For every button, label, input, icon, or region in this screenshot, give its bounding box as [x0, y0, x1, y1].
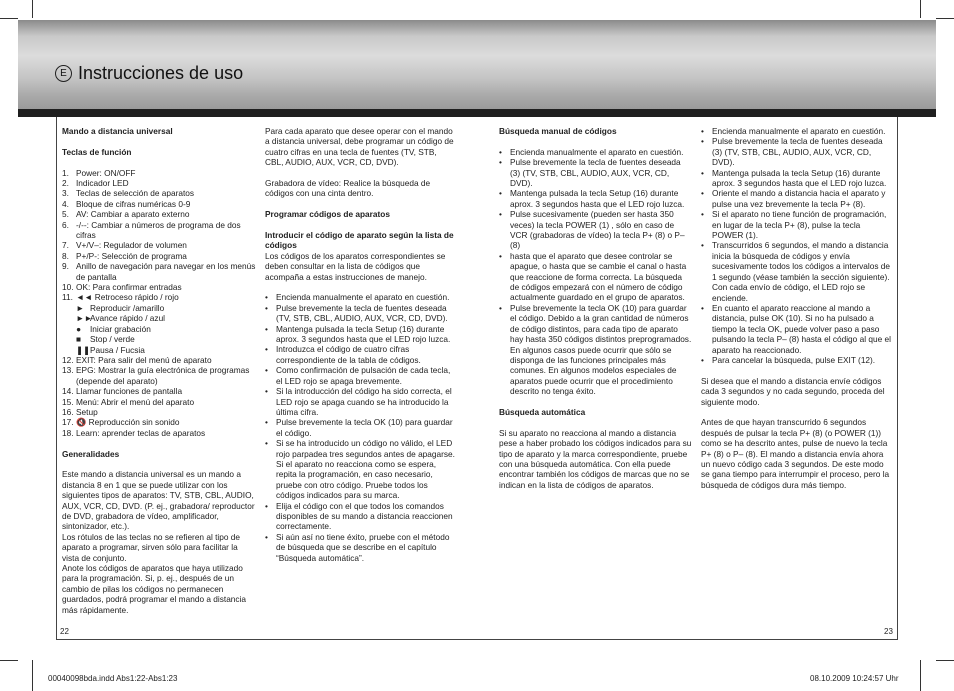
list-item	[62, 407, 256, 417]
item-number: 2.	[62, 178, 69, 188]
item-number: 12.	[62, 354, 74, 365]
item-text: Iniciar grabación	[90, 323, 151, 334]
crop-mark	[0, 18, 18, 19]
bullet-item	[265, 324, 457, 345]
list-item	[62, 355, 256, 365]
item-number: 18.	[62, 427, 74, 438]
item-text: 🔇 Reproducción sin sonido	[76, 417, 180, 428]
bullet-text: Encienda manualmente el aparato en cuestión.	[712, 126, 886, 136]
item-text: V+/V–: Regulador de volumen	[76, 240, 187, 251]
item-text: Power: ON/OFF	[76, 167, 136, 178]
list-item	[62, 261, 256, 282]
header-band	[18, 109, 936, 117]
item-number: 16.	[62, 406, 74, 417]
bullet-icon: •	[265, 292, 268, 303]
bullet-text: Encienda manualmente el aparato en cuestión.	[510, 146, 684, 157]
item-text: EPG: Mostrar la guía electrónica de programas (depende del aparato)	[76, 365, 250, 386]
bullet-icon: •	[265, 386, 268, 397]
item-number: 14.	[62, 386, 74, 397]
item-text: Reproducir /amarillo	[90, 302, 165, 313]
bullet-icon: •	[265, 302, 268, 313]
item-number: 6.	[62, 219, 69, 230]
item-number: 4.	[62, 198, 69, 209]
item-number: 5.	[62, 209, 69, 220]
subsection-heading: Introducir el código de aparato según la lista de códigos	[265, 230, 454, 251]
title-text: Instrucciones de uso	[78, 63, 244, 83]
footer-filename: 00040098bda.indd Abs1:22-Abs1:23	[48, 674, 178, 683]
list-item	[62, 334, 256, 344]
bullet-item	[701, 355, 893, 365]
list-item	[62, 240, 256, 250]
bullet-text: Mantenga pulsada la tecla Setup (16) durante aprox. 3 segundos hasta que el LED rojo luzca.	[712, 167, 887, 189]
bullet-text: Si la introducción del código ha sido correcta, el LED rojo se apaga cuando se ha introducido la última cifra.	[276, 386, 452, 417]
section-heading: Generalidades	[62, 448, 120, 459]
stop-icon: ■	[76, 334, 82, 345]
bullet-item	[499, 209, 693, 251]
bullet-item	[701, 168, 893, 189]
language-badge: E	[55, 65, 72, 82]
crop-mark	[920, 660, 921, 691]
item-text: Avance rápido / azul	[90, 313, 166, 324]
paragraph: Los rótulos de las teclas no se refieren al tipo de aparato a programar, sirven sólo para facilitar la vista de conjunto.	[62, 531, 241, 563]
pause-icon: ❚❚	[76, 344, 90, 355]
item-text: Pausa / Fucsia	[90, 344, 145, 355]
bullet-item	[265, 438, 457, 500]
bullet-list	[265, 292, 457, 563]
bullet-text: Elija el código con el que todos los comandos disponibles de su mando a distancia reaccionen correctamente.	[276, 500, 453, 532]
list-item	[62, 386, 256, 396]
bullet-text: Si aún así no tiene éxito, pruebe con el método de búsqueda que se describe en el capítulo “Búsqueda automática”.	[276, 531, 450, 563]
bullet-item	[265, 417, 457, 438]
bullet-item	[701, 188, 893, 209]
item-number: 1.	[62, 167, 69, 178]
item-text: EXIT: Para salir del menú de aparato	[76, 354, 212, 365]
bullet-icon: •	[265, 531, 268, 542]
item-number: 7.	[62, 240, 69, 251]
bullet-icon: •	[701, 126, 704, 136]
bullet-item	[265, 386, 457, 417]
bullet-text: Encienda manualmente el aparato en cuestión.	[276, 292, 450, 303]
bullet-icon: •	[499, 188, 502, 199]
paragraph: Si desea que el mando a distancia envíe códigos cada 3 segundos y no cada segundo, proceda del siguiente modo.	[701, 375, 885, 407]
item-number: 15.	[62, 396, 74, 407]
page-title	[55, 63, 243, 84]
bullet-item	[701, 240, 893, 302]
bullet-icon: •	[265, 365, 268, 376]
bullet-icon: •	[499, 146, 502, 157]
bullet-text: En cuanto el aparato reaccione al mando a distancia, pulse OK (10). Si no ha pulsado a tiempo la tecla OK, puede volver paso a paso pulsando la tecla P– (8) hasta el código al que el aparato ha reaccionado.	[712, 302, 891, 355]
bullet-text: Mantenga pulsada la tecla Setup (16) durante aprox. 3 segundos hasta que el LED rojo luzca.	[510, 188, 685, 209]
bullet-text: Como confirmación de pulsación de cada tecla, el LED rojo se apaga brevemente.	[276, 365, 451, 386]
bullet-item	[499, 157, 693, 188]
list-item	[62, 324, 256, 334]
list-item	[62, 178, 256, 188]
section-heading: Programar códigos de aparatos	[265, 209, 390, 220]
list-item	[62, 428, 256, 438]
key-list	[62, 168, 256, 293]
bullet-icon: •	[701, 136, 704, 147]
bullet-text: Oriente el mando a distancia hacia el aparato y pulse una vez brevemente la tecla P+ (8).	[712, 188, 886, 209]
column-1	[62, 126, 256, 615]
item-text: Anillo de navegación para navegar en los menús de pantalla	[76, 261, 256, 282]
bullet-text: Pulse brevemente la tecla de fuentes deseada (3) (TV, STB, CBL, AUDIO, AUX, VCR, CD, DVD).	[712, 136, 883, 168]
bullet-text: Si el aparato no tiene función de programación, en lugar de la tecla P+ (8), pulse la tecla POWER (1).	[712, 209, 887, 241]
list-item	[62, 199, 256, 209]
item-text: Menú: Abrir el menú del aparato	[76, 396, 195, 407]
crop-mark	[936, 18, 954, 19]
bullet-icon: •	[499, 209, 502, 220]
section-heading: Búsqueda automática	[499, 406, 586, 417]
list-item	[62, 209, 256, 219]
record-icon: ●	[76, 323, 82, 334]
paragraph: Antes de que hayan transcurrido 6 segundos después de pulsar la tecla P+ (8) (o POWER (1)) como se ha descrito antes, pulse de nuevo la tecla P+ (8) o P– (8). El mando a distancia envía ahora un nuevo código cada 3 segundos. De este modo se gana tiempo para interrumpir el proceso, pero la búsqueda de códigos dura más tiempo.	[701, 417, 890, 490]
list-item	[62, 303, 256, 313]
crop-mark	[920, 0, 921, 18]
bullet-text: Introduzca el código de cuatro cifras correspondiente de la tabla de códigos.	[276, 344, 421, 365]
bullet-icon: •	[701, 188, 704, 199]
item-text: Stop / verde	[90, 334, 135, 345]
crop-mark	[32, 660, 33, 691]
bullet-item	[499, 147, 693, 157]
bullet-icon: •	[265, 500, 268, 511]
crop-mark	[0, 660, 18, 661]
bullet-text: Pulse brevemente la tecla OK (10) para guardar el código. Debido a la gran cantidad de números de código distintos, para cada tipo de aparato hay hasta 350 códigos distintos preprogramados. En algunos casos puede ocurrir que sólo se disponga de las funciones principales más comunes. En algunos modelos especiales de aparatos puede ocurrir que el procedimiento descrito no tenga éxito.	[510, 302, 692, 397]
item-text: Llamar funciones de pantalla	[76, 386, 183, 397]
fast-forward-icon: ►►	[76, 313, 93, 324]
item-number: 3.	[62, 188, 69, 199]
item-number: 10.	[62, 282, 74, 293]
bullet-list	[701, 126, 893, 365]
column-3	[499, 126, 693, 490]
bullet-item	[265, 365, 457, 386]
bullet-text: Pulse brevemente la tecla de fuentes deseada (TV, STB, CBL, AUDIO, AUX, VCR, CD, DVD).	[276, 302, 448, 324]
key-list	[62, 355, 256, 438]
media-key-list	[62, 303, 256, 355]
page-number-left: 22	[60, 627, 69, 636]
bullet-icon: •	[701, 302, 704, 313]
bullet-text: Pulse brevemente la tecla de fuentes deseada (3) (TV, STB, CBL, AUDIO, AUX, VCR, CD, DVD).	[510, 157, 681, 189]
bullet-text: hasta que el aparato que desee controlar se apague, o hasta que se cambie el canal o hasta que reaccione de forma correcta. La búsqueda de códigos empezará con el número de código actualmente guardado en el grupo de aparatos.	[510, 250, 687, 303]
list-item	[62, 251, 256, 261]
bullet-item	[499, 303, 693, 397]
bullet-item	[701, 136, 893, 167]
list-item	[62, 168, 256, 178]
paragraph: Anote los códigos de aparatos que haya utilizado para la programación. Si, p. ej., después de un cambio de pilas los códigos no permanecen guardados, podrá programar el mando a distancia más rápidamente.	[62, 563, 247, 615]
bullet-item	[265, 303, 457, 324]
crop-mark	[936, 660, 954, 661]
item-number: 9.	[62, 261, 69, 272]
item-text: P+/P-: Selección de programa	[76, 250, 187, 261]
footer-timestamp: 08.10.2009 10:24:57 Uhr	[810, 674, 899, 683]
item-text: Setup	[76, 406, 98, 417]
column-2	[265, 126, 457, 563]
item-text: Learn: aprender teclas de aparatos	[76, 427, 206, 438]
bullet-item	[499, 251, 693, 303]
bullet-list	[499, 147, 693, 397]
bullet-item	[265, 501, 457, 532]
bullet-item	[265, 344, 457, 365]
column-4	[701, 126, 893, 490]
bullet-icon: •	[265, 344, 268, 355]
item-number: 13.	[62, 365, 74, 376]
section-heading: Búsqueda manual de códigos	[499, 126, 617, 136]
bullet-text: Mantenga pulsada la tecla Setup (16) durante aprox. 3 segundos hasta que el LED rojo luzca.	[276, 323, 451, 345]
list-item	[62, 365, 256, 386]
item-text: -/--: Cambiar a números de programa de dos cifras	[76, 219, 241, 241]
bullet-item	[499, 188, 693, 209]
bullet-text: Para cancelar la búsqueda, pulse EXIT (12).	[712, 354, 876, 365]
item-number: 8.	[62, 250, 69, 261]
bullet-icon: •	[265, 323, 268, 334]
list-item	[62, 313, 256, 323]
bullet-text: Transcurridos 6 segundos, el mando a distancia inicia la búsqueda de códigos y envía sucesivamente todos los códigos a intervalos de 1 segundo (véase también la sección siguiente). Con cada envío de código, el LED rojo se enciende.	[712, 240, 891, 303]
bullet-icon: •	[701, 209, 704, 220]
list-item	[62, 397, 256, 407]
item-text: Bloque de cifras numéricas 0-9	[76, 198, 191, 209]
rewind-icon: ◄◄	[76, 292, 93, 303]
paragraph: Grabadora de vídeo: Realice la búsqueda de códigos con una cinta dentro.	[265, 178, 431, 199]
list-item: 11. ◄◄ Retroceso rápido / rojo	[62, 292, 179, 303]
bullet-item	[701, 126, 893, 136]
item-text: Teclas de selección de aparatos	[76, 188, 195, 199]
paragraph: Si su aparato no reacciona al mando a distancia pese a haber probado los códigos indicados para su tipo de aparato y la marca correspondiente, pruebe con una búsqueda automática. Con ella puede encontrar también los códigos de marcas que no se indican en la lista de códigos de aparatos.	[499, 427, 692, 490]
bullet-item	[265, 292, 457, 302]
bullet-item	[701, 303, 893, 355]
list-item	[62, 345, 256, 355]
item-text: AV: Cambiar a aparato externo	[76, 209, 190, 220]
play-icon: ►	[76, 302, 85, 313]
list-item	[62, 220, 256, 241]
bullet-icon: •	[499, 157, 502, 168]
page-number-right: 23	[884, 627, 893, 636]
section-heading: Teclas de función	[62, 146, 132, 157]
paragraph: Este mando a distancia universal es un mando a distancia 8 en 1 que se puede utilizar con los siguientes tipos de aparatos: TV, STB, CBL, AUDIO, AUX, VCR, CD, DVD. (P. ej., grabadora/ reproductor de DVD, grabadora de vídeo, amplificador, sintonizador, etc.).	[62, 469, 255, 532]
bullet-icon: •	[701, 354, 704, 365]
bullet-item	[265, 532, 457, 563]
bullet-icon: •	[701, 167, 704, 178]
crop-mark	[32, 0, 33, 18]
list-item	[62, 417, 256, 427]
bullet-text: Pulse sucesivamente (pueden ser hasta 350 veces) la tecla POWER (1) , sólo en caso de VCR (grabadoras de vídeo) la tecla P+ (8) o P– (8)	[510, 209, 685, 251]
item-text: Indicador LED	[76, 178, 129, 188]
section-title: Mando a distancia universal	[62, 126, 173, 136]
bullet-icon: •	[265, 417, 268, 428]
bullet-icon: •	[499, 302, 502, 313]
bullet-item	[701, 209, 893, 240]
paragraph: Los códigos de los aparatos correspondientes se deben consultar en la lista de códigos que acompaña a estas instrucciones de manejo.	[265, 250, 446, 282]
bullet-icon: •	[265, 438, 268, 449]
bullet-icon: •	[499, 250, 502, 261]
bullet-text: Pulse brevemente la tecla OK (10) para guardar el código.	[276, 417, 453, 438]
bullet-icon: •	[701, 240, 704, 251]
paragraph: Para cada aparato que desee operar con el mando a distancia universal, debe programar un código de cuatro cifras en una tecla de fuentes (TV, STB, CBL, AUDIO, AUX, VCR, CD, DVD).	[265, 126, 454, 168]
item-number: 17.	[62, 417, 74, 428]
list-item	[62, 188, 256, 198]
list-item	[62, 282, 256, 292]
bullet-text: Si se ha introducido un código no válido, el LED rojo parpadea tres segundos antes de apagarse. Si el aparato no reacciona como se espera, repita la programación, en caso necesario, pruebe con otro código. Pruebe todos los códigos indicados para su marca.	[276, 438, 455, 501]
item-text: OK: Para confirmar entradas	[76, 282, 182, 293]
